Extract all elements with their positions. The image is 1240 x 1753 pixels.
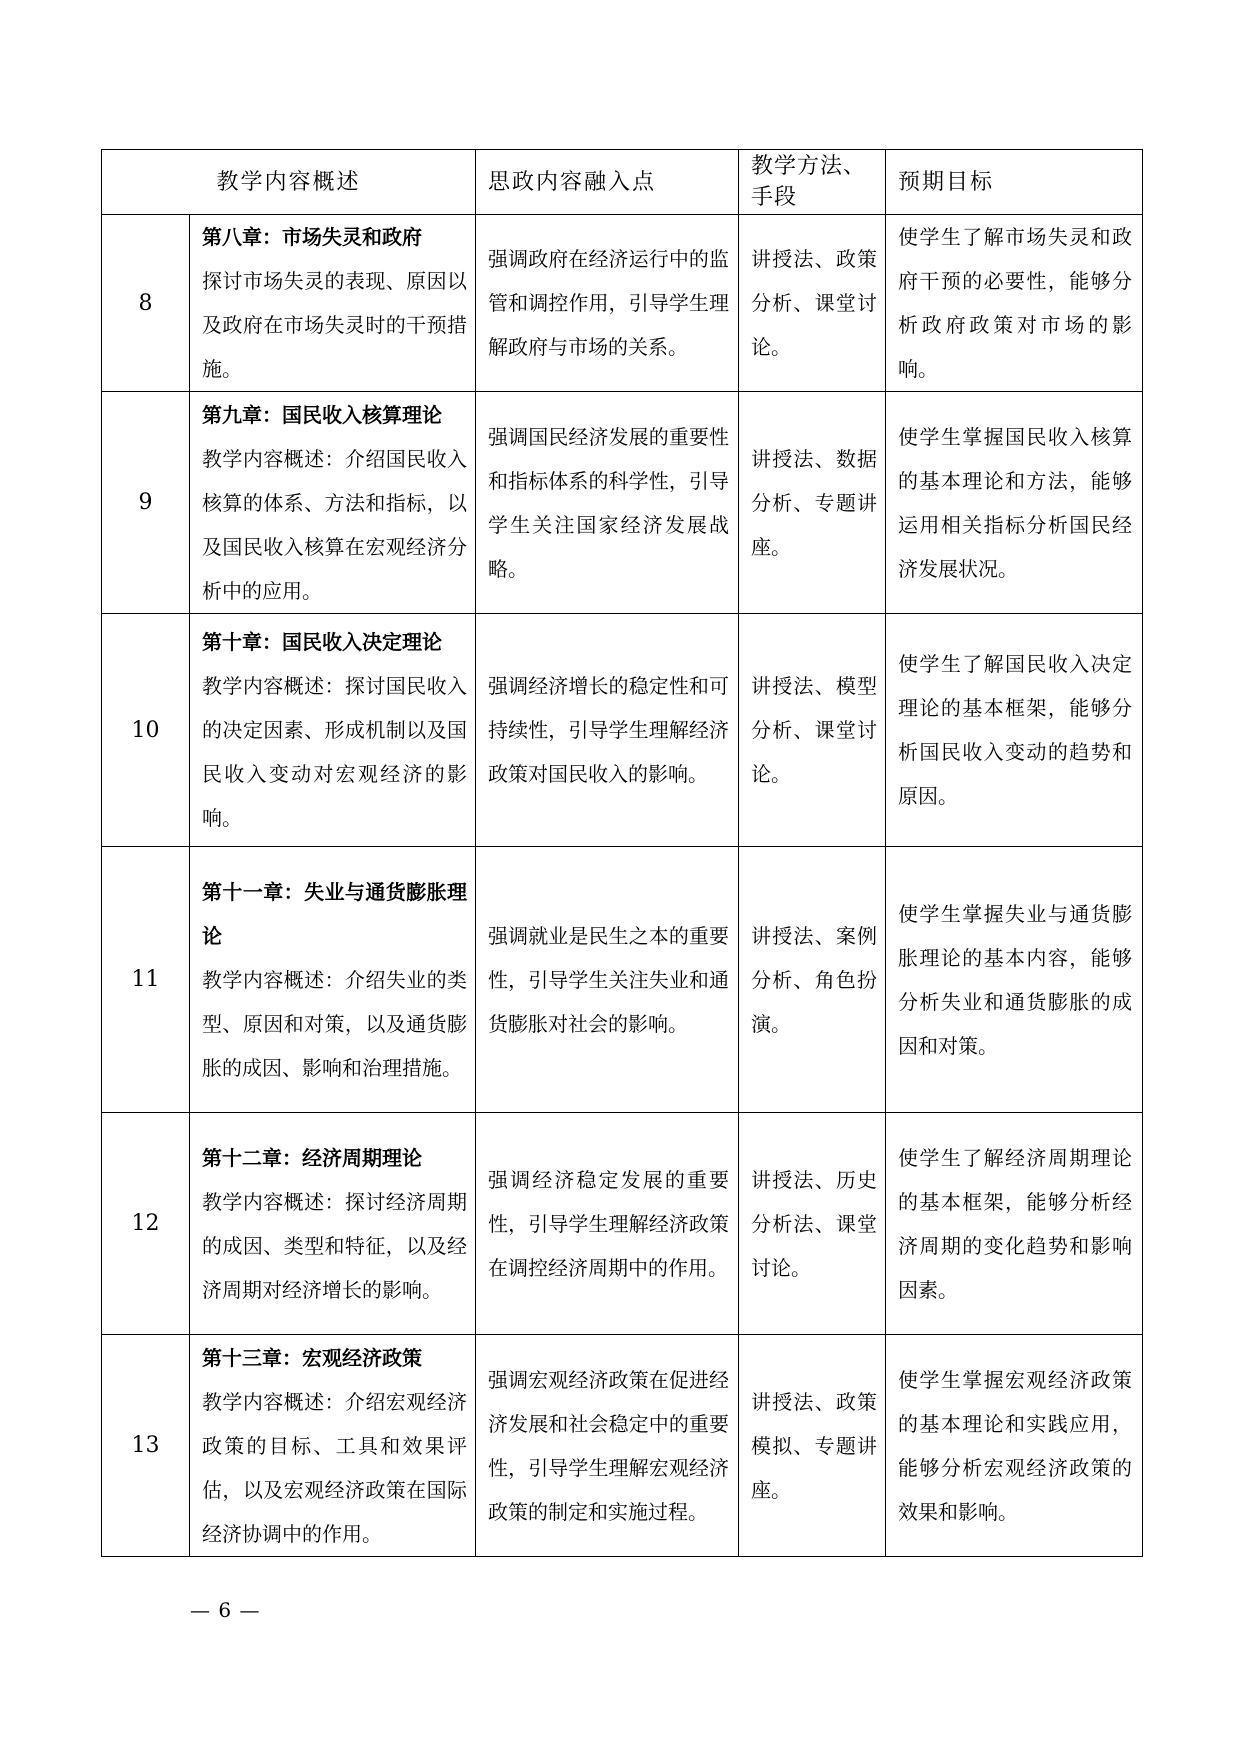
ideology-text: 强调宏观经济政策在促进经济发展和社会稳定中的重要性，引导学生理解宏观经济政策的制定和实施过程。 (488, 1367, 730, 1524)
table-row (102, 614, 1143, 847)
goal-cell (886, 1335, 1143, 1557)
chapter-description: 教学内容概述：探讨国民收入的决定因素、形成机制以及国民收入变动对宏观经济的影响。 (202, 674, 468, 830)
goal-cell (886, 1113, 1143, 1335)
method-text: 讲授法、政策模拟、专题讲座。 (751, 1389, 878, 1502)
page-number: — 6 — (190, 1598, 261, 1622)
ideology-text: 强调政府在经济运行中的监管和调控作用，引导学生理解政府与市场的关系。 (488, 247, 730, 359)
ideology-cell (476, 614, 739, 847)
method-cell (739, 215, 886, 392)
goal-cell (886, 215, 1143, 392)
content-cell (190, 1335, 476, 1557)
method-text: 讲授法、历史分析法、课堂讨论。 (751, 1167, 878, 1280)
goal-text: 使学生了解国民收入决定理论的基本框架，能够分析国民收入变动的趋势和原因。 (898, 652, 1133, 808)
table-row (102, 215, 1143, 392)
content-cell (190, 392, 476, 614)
header-content-label: 教学内容概述 (216, 169, 361, 195)
chapter-description: 探讨市场失灵的表现、原因以及政府在市场失灵时的干预措施。 (202, 269, 468, 381)
table-row (102, 392, 1143, 614)
goal-cell (886, 614, 1143, 847)
row-number: 12 (102, 1113, 190, 1335)
method-cell (739, 847, 886, 1113)
row-number: 10 (102, 614, 190, 847)
table-row (102, 1113, 1143, 1335)
ideology-cell (476, 1335, 739, 1557)
row-number: 13 (102, 1335, 190, 1557)
goal-text: 使学生掌握国民收入核算的基本理论和方法，能够运用相关指标分析国民经济发展状况。 (898, 424, 1133, 581)
table-row (102, 1335, 1143, 1557)
goal-text: 使学生掌握失业与通货膨胀理论的基本内容，能够分析失业和通货膨胀的成因和对策。 (898, 901, 1133, 1058)
ideology-text: 强调经济稳定发展的重要性，引导学生理解经济政策在调控经济周期中的作用。 (488, 1167, 730, 1280)
header-goal (886, 150, 1143, 215)
method-text: 讲授法、数据分析、专题讲座。 (751, 446, 878, 559)
chapter-title: 第十章：国民收入决定理论 (202, 630, 442, 654)
goal-text: 使学生掌握宏观经济政策的基本理论和实践应用，能够分析宏观经济政策的效果和影响。 (898, 1367, 1133, 1524)
header-ideology-label: 思政内容融入点 (488, 169, 657, 195)
table-row (102, 847, 1143, 1113)
ideology-cell (476, 215, 739, 392)
method-text: 讲授法、案例分析、角色扮演。 (751, 923, 878, 1036)
header-ideology (476, 150, 739, 215)
table-header-row (102, 150, 1143, 215)
header-method (739, 150, 886, 215)
ideology-cell (476, 847, 739, 1113)
ideology-cell (476, 1113, 739, 1335)
chapter-description: 教学内容概述：介绍国民收入核算的体系、方法和指标，以及国民收入核算在宏观经济分析中的应用。 (202, 446, 468, 603)
chapter-title: 第十一章：失业与通货膨胀理论 (202, 879, 468, 948)
ideology-text: 强调就业是民生之本的重要性，引导学生关注失业和通货膨胀对社会的影响。 (488, 923, 730, 1036)
method-cell (739, 1335, 886, 1557)
content-cell (190, 215, 476, 392)
goal-cell (886, 847, 1143, 1113)
method-text: 讲授法、模型分析、课堂讨论。 (751, 674, 878, 786)
chapter-description: 教学内容概述：探讨经济周期的成因、类型和特征，以及经济周期对经济增长的影响。 (202, 1189, 468, 1302)
header-content (102, 150, 476, 215)
method-text: 讲授法、政策分析、课堂讨论。 (751, 247, 878, 359)
chapter-title: 第十三章：宏观经济政策 (202, 1345, 422, 1370)
content-cell (190, 1113, 476, 1335)
content-cell (190, 847, 476, 1113)
goal-cell (886, 392, 1143, 614)
header-goal-label: 预期目标 (898, 169, 995, 195)
goal-text: 使学生了解经济周期理论的基本框架，能够分析经济周期的变化趋势和影响因素。 (898, 1145, 1133, 1302)
content-cell (190, 614, 476, 847)
row-number: 11 (102, 847, 190, 1113)
ideology-cell (476, 392, 739, 614)
chapter-description: 教学内容概述：介绍宏观经济政策的目标、工具和效果评估，以及宏观经济政策在国际经济协调中的作用。 (202, 1389, 468, 1546)
ideology-text: 强调经济增长的稳定性和可持续性，引导学生理解经济政策对国民收入的影响。 (488, 674, 730, 786)
chapter-title: 第八章：市场失灵和政府 (202, 225, 422, 249)
row-number: 9 (102, 392, 190, 614)
chapter-title: 第九章：国民收入核算理论 (202, 402, 442, 427)
chapter-description: 教学内容概述：介绍失业的类型、原因和对策，以及通货膨胀的成因、影响和治理措施。 (202, 967, 468, 1080)
chapter-title: 第十二章：经济周期理论 (202, 1145, 422, 1170)
method-cell (739, 392, 886, 614)
row-number: 8 (102, 215, 190, 392)
header-method-label: 教学方法、手段 (751, 154, 867, 210)
ideology-text: 强调国民经济发展的重要性和指标体系的科学性，引导学生关注国家经济发展战略。 (488, 424, 730, 581)
method-cell (739, 614, 886, 847)
syllabus-table (101, 149, 1143, 1557)
method-cell (739, 1113, 886, 1335)
goal-text: 使学生了解市场失灵和政府干预的必要性，能够分析政府政策对市场的影响。 (898, 225, 1133, 381)
